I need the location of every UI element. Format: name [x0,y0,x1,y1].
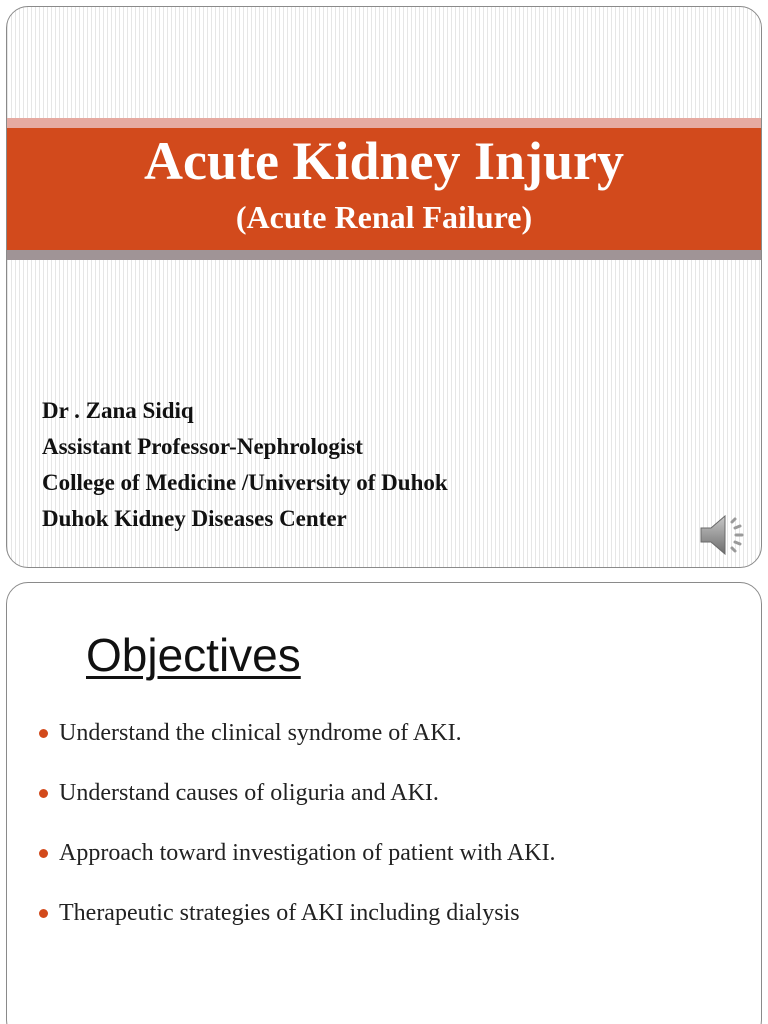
author-info [42,393,448,537]
bullet-icon [39,729,48,738]
slide-subtitle: (Acute Renal Failure) [235,199,533,235]
list-item-text: Understand causes of oliguria and AKI. [59,780,439,806]
speaker-icon[interactable] [697,507,753,563]
list-item [35,713,556,773]
title-slide [6,6,762,568]
author-position: Assistant Professor-Nephrologist [42,434,363,459]
bullet-icon [39,909,48,918]
author-center: Duhok Kidney Diseases Center [42,506,347,531]
list-item-text: Approach toward investigation of patient with AKI. [59,840,556,866]
objectives-list [35,713,556,953]
list-item [35,893,556,953]
title-band-bottom-stripe [7,250,761,260]
list-item-text: Therapeutic strategies of AKI including dialysis [59,900,520,926]
bullet-icon [39,789,48,798]
author-name: Dr . Zana Sidiq [42,398,194,423]
speaker-icon-graphic [697,507,753,563]
list-item [35,833,556,893]
list-item-text: Understand the clinical syndrome of AKI. [59,720,462,746]
slide-title: Acute Kidney Injury [143,131,624,191]
bullet-icon [39,849,48,858]
objectives-heading: Objectives [86,629,301,681]
list-item [35,773,556,833]
title-band-top-stripe [7,118,761,128]
author-institution: College of Medicine /University of Duhok [42,470,448,495]
objectives-slide [6,582,762,1024]
